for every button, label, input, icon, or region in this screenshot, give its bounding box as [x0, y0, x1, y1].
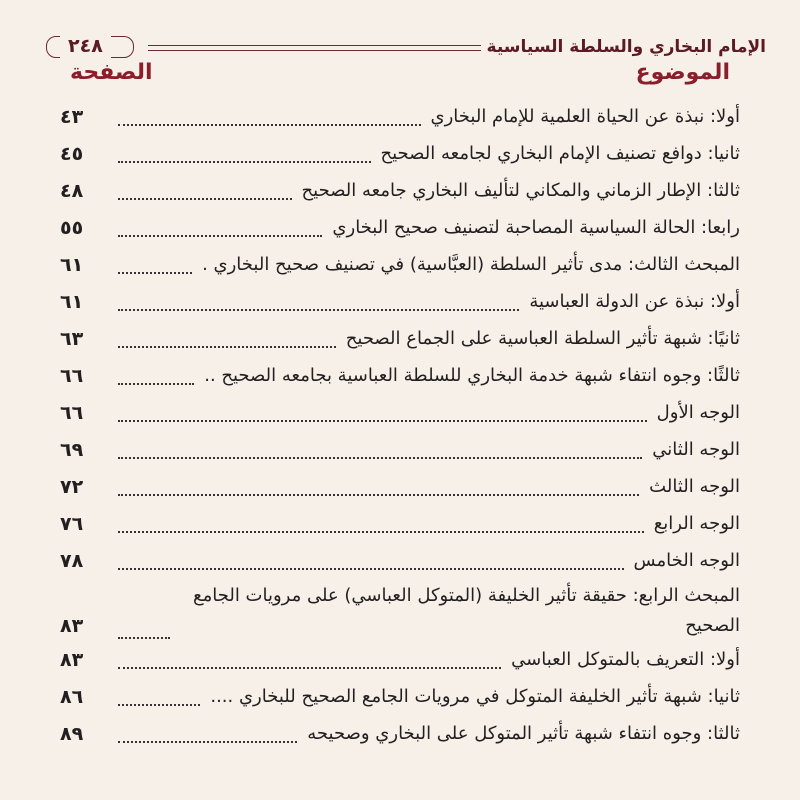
running-title: الإمام البخاري والسلطة السياسية: [481, 36, 766, 58]
dot-leader: [118, 161, 371, 163]
dot-leader: [118, 383, 194, 385]
entry-title: الوجه الرابع: [653, 512, 740, 534]
entry-title: المبحث الثالث: مدى تأثير السلطة (العبَّاسية) في تصنيف صحيح البخاري .: [202, 253, 740, 275]
entry-title: أولا: التعريف بالمتوكل العباسي: [511, 648, 740, 670]
dot-leader: [118, 235, 322, 237]
toc-entry: [60, 715, 740, 752]
dot-leader: [118, 637, 170, 639]
toc-entry: [60, 641, 740, 678]
dot-leader: [118, 457, 642, 459]
page-column-heading: الصفحة: [70, 60, 153, 85]
dot-leader: [118, 198, 292, 200]
entry-title: ثالثًا: وجوه انتفاء شبهة خدمة البخاري للسلطة العباسية بجامعه الصحيح ..: [204, 364, 740, 386]
entry-title: أولا: نبذة عن الحياة العلمية للإمام البخاري: [430, 105, 740, 127]
toc-entry: [60, 283, 740, 320]
toc-entry: [60, 172, 740, 209]
dot-leader: [118, 420, 647, 422]
dot-leader: [118, 124, 421, 126]
entry-page-number: ٨٩: [60, 722, 84, 745]
dot-leader: [118, 568, 624, 570]
table-of-contents: [60, 98, 740, 752]
entry-page-number: ٦٣: [60, 327, 84, 350]
entry-title: ثالثا: الإطار الزماني والمكاني لتأليف البخاري جامعه الصحيح: [301, 179, 740, 201]
entry-page-number: ٨٦: [60, 685, 84, 708]
toc-entry: [60, 505, 740, 542]
topic-column-heading: الموضوع: [635, 60, 730, 85]
entry-page-number: ٥٥: [60, 216, 84, 239]
column-headings: [70, 60, 730, 94]
entry-title: ثانيا: دوافع تصنيف الإمام البخاري لجامعه الصحيح: [380, 142, 740, 164]
dot-leader: [118, 346, 336, 348]
entry-page-number: ٨٣: [60, 615, 84, 637]
dot-leader: [118, 309, 519, 311]
header-rule: [148, 45, 502, 51]
toc-entry: [60, 246, 740, 283]
toc-entry: [60, 320, 740, 357]
entry-title: ثالثا: وجوه انتفاء شبهة تأثير المتوكل على البخاري وصحيحه: [307, 722, 740, 744]
entry-page-number: ٨٣: [60, 648, 84, 671]
running-header: [28, 36, 772, 58]
entry-title: أولا: نبذة عن الدولة العباسية: [529, 290, 740, 312]
page-number: ٢٤٨: [60, 34, 111, 58]
entry-page-number: ٦١: [60, 253, 84, 276]
dot-leader: [118, 494, 639, 496]
toc-entry: [60, 357, 740, 394]
dot-leader: [118, 272, 192, 274]
entry-page-number: ٦٦: [60, 401, 84, 424]
entry-page-number: ٧٢: [60, 475, 84, 498]
entry-title: المبحث الرابع: حقيقة تأثير الخليفة (المتوكل العباسي) على مرويات الجامع الصحيح: [193, 585, 740, 636]
entry-page-number: ٦٩: [60, 438, 84, 461]
toc-entry: [60, 135, 740, 172]
entry-page-number: ٤٨: [60, 179, 84, 202]
entry-title: رابعا: الحالة السياسية المصاحبة لتصنيف صحيح البخاري: [332, 216, 740, 238]
entry-title: ثانيا: شبهة تأثير الخليفة المتوكل في مرويات الجامع الصحيح للبخاري ....: [210, 685, 740, 707]
entry-page-number: ٤٣: [60, 105, 84, 128]
dot-leader: [118, 741, 297, 743]
toc-entry: [60, 394, 740, 431]
entry-title: الوجه الأول: [656, 401, 740, 423]
entry-page-number: ٧٨: [60, 549, 84, 572]
toc-entry: [60, 209, 740, 246]
toc-entry: [60, 431, 740, 468]
entry-title: الوجه الخامس: [633, 549, 740, 571]
dot-leader: [118, 704, 200, 706]
entry-page-number: ٦١: [60, 290, 84, 313]
entry-title: الوجه الثاني: [652, 438, 740, 460]
dot-leader: [118, 667, 501, 669]
entry-page-number: ٤٥: [60, 142, 84, 165]
entry-title: الوجه الثالث: [649, 475, 740, 497]
toc-entry: [60, 98, 740, 135]
toc-entry: [60, 542, 740, 579]
entry-page-number: ٦٦: [60, 364, 84, 387]
toc-entry: [60, 579, 740, 641]
entry-page-number: ٧٦: [60, 512, 84, 535]
toc-entry: [60, 468, 740, 505]
entry-title: ثانيًا: شبهة تأثير السلطة العباسية على الجماع الصحيح: [345, 327, 740, 349]
toc-entry: [60, 678, 740, 715]
dot-leader: [118, 531, 644, 533]
